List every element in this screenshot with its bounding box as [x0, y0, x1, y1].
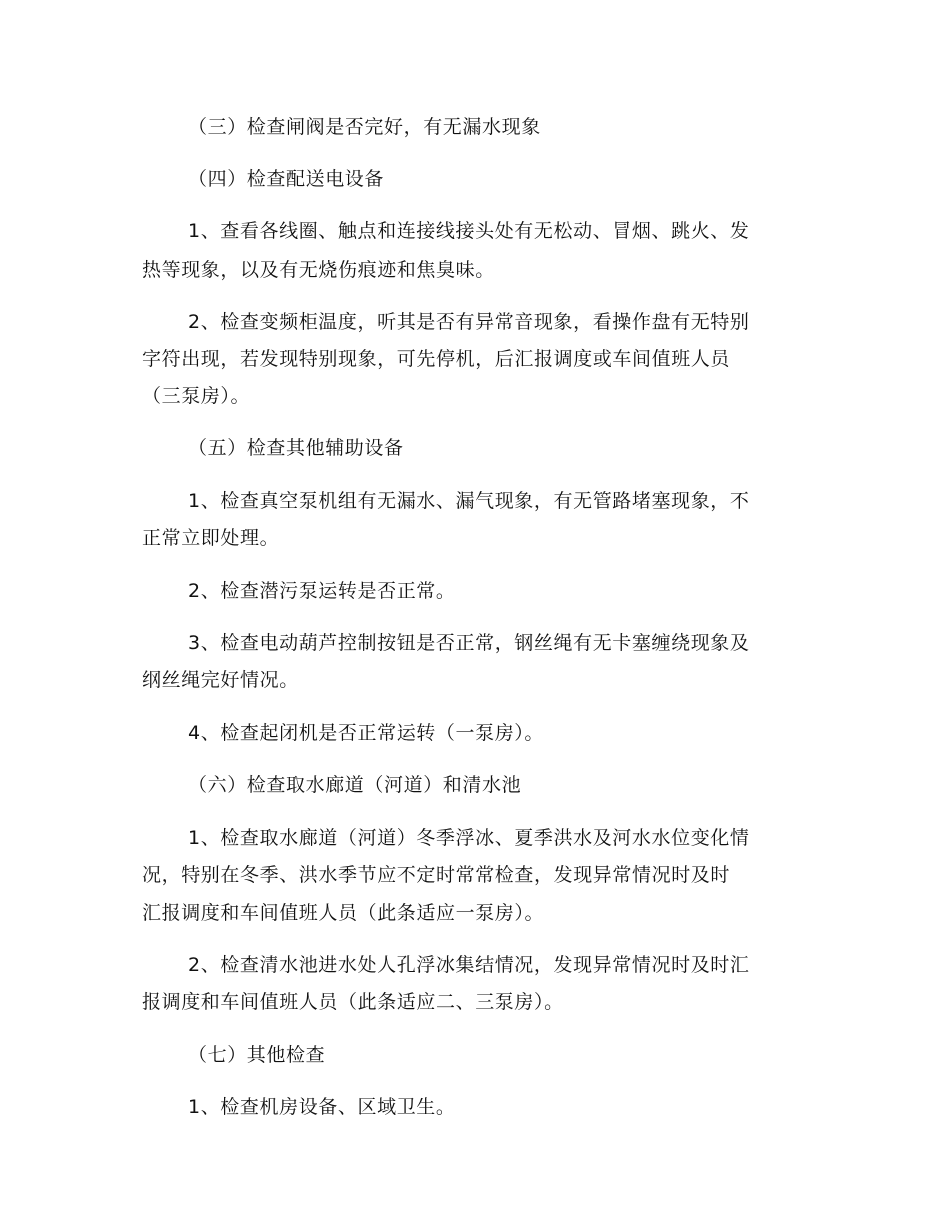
paragraph-line: 报调度和车间值班人员（此条适应二、三泵房）。	[142, 991, 564, 1013]
paragraph-line: 况，特别在冬季、洪水季节应不定时常常检查，发现异常情况时及时	[142, 864, 731, 886]
section-heading-7: （七）其他检查	[188, 1044, 326, 1066]
section-heading-4: （四）检查配送电设备	[188, 168, 385, 190]
section-heading-3: （三）检查闸阀是否完好，有无漏水现象	[188, 116, 541, 138]
paragraph-line: 正常立即处理。	[142, 527, 280, 549]
paragraph-line: 2、检查变频柜温度，听其是否有异常音现象，看操作盘有无特别	[188, 311, 750, 333]
paragraph-line: 纲丝绳完好情况。	[142, 669, 299, 691]
paragraph-line: 2、检查清水池进水处人孔浮冰集结情况，发现异常情况时及时汇	[188, 954, 750, 976]
paragraph-line: 热等现象，以及有无烧伤痕迹和焦臭味。	[142, 259, 495, 281]
paragraph-line: 字符出现，若发现特别现象，可先停机，后汇报调度或车间值班人员	[142, 348, 731, 370]
paragraph-line: 1、检查取水廊道（河道）冬季浮冰、夏季洪水及河水水位变化情	[188, 827, 750, 849]
section-heading-5: （五）检查其他辅助设备	[188, 437, 404, 459]
paragraph-line: 1、检查机房设备、区域卫生。	[188, 1096, 456, 1118]
paragraph-line: 2、检查潜污泵运转是否正常。	[188, 580, 456, 602]
section-heading-6: （六）检查取水廊道（河道）和清水池	[188, 774, 522, 796]
paragraph-line: 3、检查电动葫芦控制按钮是否正常，钢丝绳有无卡塞缠绕现象及	[188, 632, 750, 654]
paragraph-line: 4、检查起闭机是否正常运转（一泵房）。	[188, 722, 544, 744]
paragraph-line: 汇报调度和车间值班人员（此条适应一泵房）。	[142, 902, 545, 924]
paragraph-line: （三泵房）。	[142, 385, 251, 407]
paragraph-line: 1、查看各线圈、触点和连接线接头处有无松动、冒烟、跳火、发	[188, 220, 750, 242]
paragraph-line: 1、检查真空泵机组有无漏水、漏气现象，有无管路堵塞现象，不	[188, 490, 750, 512]
